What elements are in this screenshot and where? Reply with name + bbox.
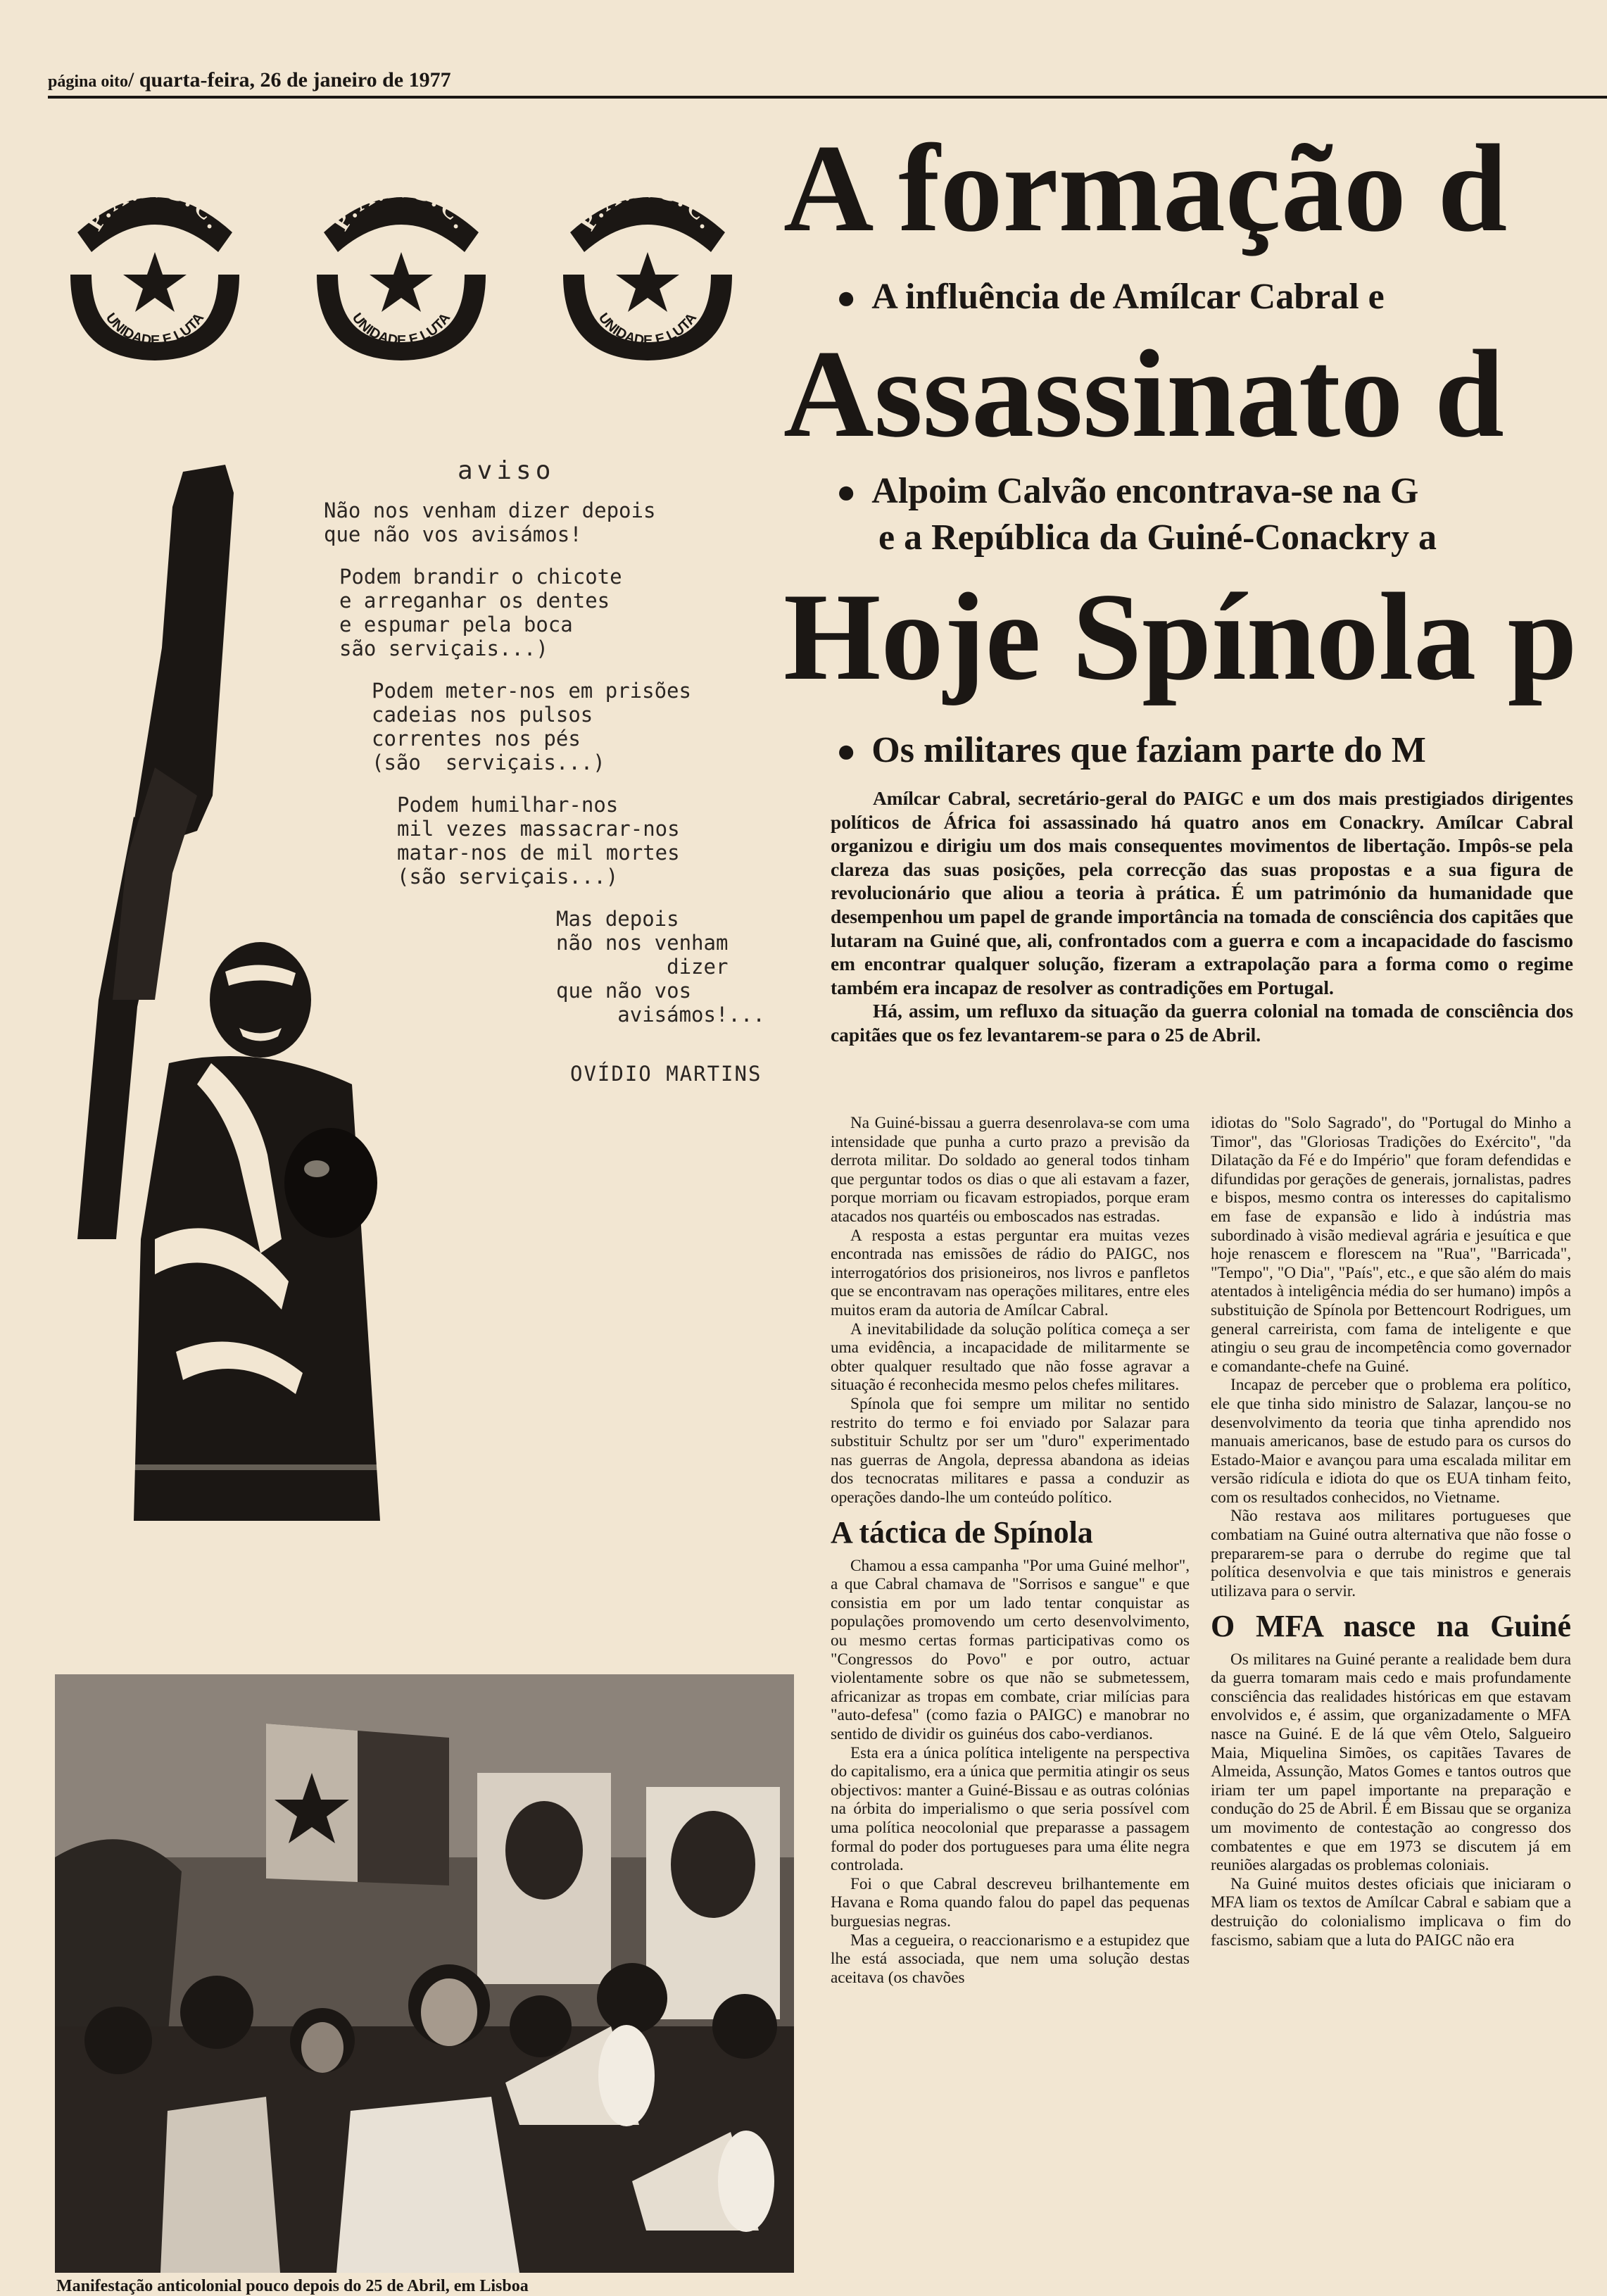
issue-date: quarta-feira, 26 de janeiro de 1977 — [139, 68, 451, 92]
poem-line: que não vos avisámos! — [324, 522, 582, 546]
poem-line: Mas depois — [556, 907, 679, 931]
page-label: página oito — [48, 73, 129, 91]
demonstration-photo — [55, 1674, 794, 2273]
paigc-emblem-graphic — [542, 169, 753, 380]
section-heading: A táctica de Spínola — [831, 1515, 1093, 1550]
body-paragraph: A resposta a estas perguntar era muitas vezes encontrada nas emissões de rádio do PAIGC, nos interrogatórios dos prisioneiros, nos livros e panfletos que se encontravam nas operações militares, entre eles muitos eram da autoria de Amílcar Cabral. — [831, 1226, 1190, 1319]
poem-title: aviso — [458, 456, 555, 485]
body-paragraph: Foi o que Cabral descreveu brilhantemente em Havana e Roma quando falou do papel das pequenas burguesias negras. — [831, 1874, 1190, 1931]
paigc-emblem-graphic — [296, 169, 507, 380]
article-lead — [831, 787, 1573, 1048]
poem-stanza — [556, 907, 774, 1027]
svg-text:P.A.I.G.C.: P.A.I.G.C. — [80, 174, 231, 236]
svg-text:UNIDADE E LUTA: UNIDADE E LUTA — [348, 310, 454, 349]
paigc-emblem — [49, 169, 260, 380]
lead-paragraph: Amílcar Cabral, secretário-geral do PAIGC e um dos mais prestigiados dirigentes políticos de África foi assassinado há quatro anos em Conackry. Amílcar Cabral organizou e dirigiu um dos mais consequentes movimentos de libertação. Impôs-se pela clareza das suas posições, pela correcção das suas propostas e a sua figura de revolucionário que aliou a teoria à prática. É um património da humanidade que desempenhou um papel de grande importância na tomada de consciência dos capitães que lutaram na Guiné que, ali, confrontados com a guerra e com a incapacidade do fascismo em encontrar qualquer solução, fizeram a extrapolação para a forma como o regime também era incapaz de resolver as contradições em Portugal. — [831, 788, 1573, 998]
svg-text:UNIDADE E LUTA: UNIDADE E LUTA — [595, 310, 700, 349]
headline-spinola: Hoje Spínola p — [783, 567, 1577, 706]
poem-line: não nos venham — [556, 931, 729, 955]
poem-line: são serviçais...) — [339, 636, 548, 660]
running-head — [48, 68, 1607, 99]
paigc-emblem-graphic — [49, 169, 260, 380]
poem-line: correntes nos pés — [372, 727, 581, 751]
subhead-text: Os militares que faziam parte do M — [871, 730, 1426, 770]
poem-line: mil vezes massacrar-nos — [397, 817, 680, 841]
subhead-alpoim — [836, 470, 1607, 513]
body-paragraph: idiotas do "Solo Sagrado", do "Portugal do Minho a Timor", das "Gloriosas Tradições do Exército", "da Dilatação da Fé e do Império" que foram defendidas e difundidas por gerações de generais, jornalistas, padres e bispos, mesmo contra os interesses do capitalismo em fase de expansão e lido à indústria mas subordinado à visão medieval agrária e jesuítica e que hoje renascem e florescem na "Rua", "Barricada", "Tempo", "O Dia", "País", etc., e que são além do mais atentados à inteligência média do ser humano) impôs a substituição de Spínola por Bettencourt Rodrigues, um general carreirista, com fama de inteligente e que atingiu o seu grau de incompetência como governador e comandante-chefe na Guiné. — [1211, 1114, 1571, 1376]
subhead-text: Alpoim Calvão encontrava-se na G — [871, 471, 1419, 511]
poem-line: e arreganhar os dentes — [339, 589, 610, 613]
photo-caption: Manifestação anticolonial pouco depois do 25 de Abril, em Lisboa — [56, 2277, 529, 2295]
section-heading: O MFA nasce na Guiné — [1211, 1609, 1571, 1644]
poem-line: Podem humilhar-nos — [397, 793, 619, 817]
poem-line: (são serviçais...) — [372, 751, 605, 774]
poem-author: OVÍDIO MARTINS — [570, 1062, 762, 1086]
article-column-right — [1211, 1114, 1571, 1950]
header-separator: / — [128, 68, 134, 92]
subhead-militares — [836, 729, 1607, 772]
poem-line: (são serviçais...) — [397, 865, 619, 889]
demonstration-photo-image — [55, 1674, 794, 2273]
body-paragraph: Chamou a essa campanha "Por uma Guiné melhor", a que Cabral chamava de "Sorrisos e sangue" e que consistia em por um lado tentar conquistar as populações promovendo um certo desenvolvimento, ou mesmo certas formas participativas como os "Congressos do Povo" e por outro, actuar violentamente sobre os que não se submetessem, africanizar as tropas em combate, criar milícias para "auto-defesa" (como fazia o PAIGC) e manobrar no sentido de dividir os guinéus dos cabo-verdianos. — [831, 1556, 1190, 1743]
poem-line: dizer — [556, 955, 729, 979]
poem-line: e espumar pela boca — [339, 613, 573, 636]
body-paragraph: Incapaz de perceber que o problema era político, ele que tinha sido ministro de Salazar, lançou-se no desenvolvimento da teoria que tinha aprendido nos manuais americanos, base de estudo para os cursos do Estado-Maior e avançou para uma escalada militar em versão ridícula e idiota do que os EUA tinham feito, com os resultados conhecidos, no Vietname. — [1211, 1376, 1571, 1507]
subhead-influencia — [836, 276, 1607, 318]
subhead-text: A influência de Amílcar Cabral e — [871, 277, 1385, 317]
body-paragraph: Esta era a única política inteligente na perspectiva do capitalismo, era a única que permitia atingir os seus objectivos: manter a Guiné-Bissau e as outras colónias na órbita do imperialismo o que seria possível com uma política neocolonial que preparasse a passagem formal do poder dos portugueses para uma élite negra controlada. — [831, 1743, 1190, 1875]
headline-assassinato: Assassinato d — [783, 324, 1504, 463]
body-paragraph: A inevitabilidade da solução política começa a ser uma evidência, a incapacidade de militarmente se obter qualquer resultado que não fosse agravar a situação é reconhecida mesmo pelos chefes militares. — [831, 1319, 1190, 1395]
body-paragraph: Spínola que foi sempre um militar no sentido restrito do termo e foi enviado por Salazar para substituir Schultz por ser um "duro" experimentado nas guerras de Angola, depressa abandona as ideias dos tecnocratas militares e passa a conduzir as operações dando-lhe um conteúdo político. — [831, 1394, 1190, 1507]
poem-stanza — [324, 498, 774, 546]
paigc-emblem — [542, 169, 753, 380]
poem-line: que não vos — [556, 979, 692, 1003]
paigc-emblem — [296, 169, 507, 380]
svg-text:P.A.I.G.C.: P.A.I.G.C. — [572, 174, 724, 236]
headline-formacao: A formação d — [783, 118, 1508, 258]
body-paragraph: Os militares na Guiné perante a realidade bem dura da guerra tomaram mais cedo e mais profundamente consciência das realidades históricas em que estavam envolvidos e, é assim, que organizadamente o MFA nasce na Guiné. E de lá que vêm Otelo, Salgueiro Maia, Miquelina Simões, os capitães Tavares de Almeida, Assunção, Matos Gomes e tantos outros que iriam ter um papel importante na preparação e condução do 25 de Abril. É em Bissau que se organiza um movimento de contestação ao congresso dos combatentes e que em 1973 se discutem já em reuniões alargadas os problemas coloniais. — [1211, 1650, 1571, 1875]
body-paragraph: Não restava aos militares portugueses que combatiam na Guiné outra alternativa que não fosse o prepararem-se para o derrube do regime que tal política desenvolvia e que tais ministros e generais utilizava para o servir. — [1211, 1507, 1571, 1600]
poem-line: Podem meter-nos em prisões — [372, 679, 691, 703]
poem-stanza — [339, 565, 774, 660]
poem-stanza — [397, 793, 774, 889]
body-paragraph: Na Guiné muitos destes oficiais que iniciaram o MFA liam os textos de Amílcar Cabral e sabiam que a destruição do colonialismo implicava o fim do fascismo, sabiam que a luta do PAIGC não era — [1211, 1874, 1571, 1950]
svg-text:P.A.I.G.C.: P.A.I.G.C. — [326, 174, 477, 236]
article-column-left — [831, 1114, 1190, 1987]
bullet-icon: ● — [836, 474, 857, 510]
body-paragraph: Na Guiné-bissau a guerra desenrolava-se com uma intensidade que punha a curto prazo a previsão da derrota militar. Do soldado ao general todos tinham que perguntar todos os dias o que ali estavam a fazer, porque morriam ou ficavam estropiados, porque eram atacados nos quartéis ou emboscados nas estradas. — [831, 1114, 1190, 1226]
subhead-republica: e a República da Guiné-Conackry a — [878, 517, 1437, 558]
bullet-icon: ● — [836, 733, 857, 770]
svg-text:UNIDADE E LUTA: UNIDADE E LUTA — [102, 310, 208, 349]
poem-line: avisámos!... — [556, 1003, 765, 1027]
poem-line: cadeias nos pulsos — [372, 703, 593, 727]
lead-paragraph: Há, assim, um refluxo da situação da guerra colonial na tomada de consciência dos capitães que os fez levantarem-se para o 25 de Abril. — [831, 1000, 1573, 1046]
poem-line: Não nos venham dizer depois — [324, 498, 656, 522]
poem-stanza — [372, 679, 774, 774]
poem — [324, 456, 774, 1086]
body-paragraph: Mas a cegueira, o reaccionarismo e a estupidez que lhe está associada, que nem uma solução destas aceitava (os chavões — [831, 1931, 1190, 1987]
poem-line: matar-nos de mil mortes — [397, 841, 680, 865]
poem-line: Podem brandir o chicote — [339, 565, 622, 589]
bullet-icon: ● — [836, 280, 857, 316]
